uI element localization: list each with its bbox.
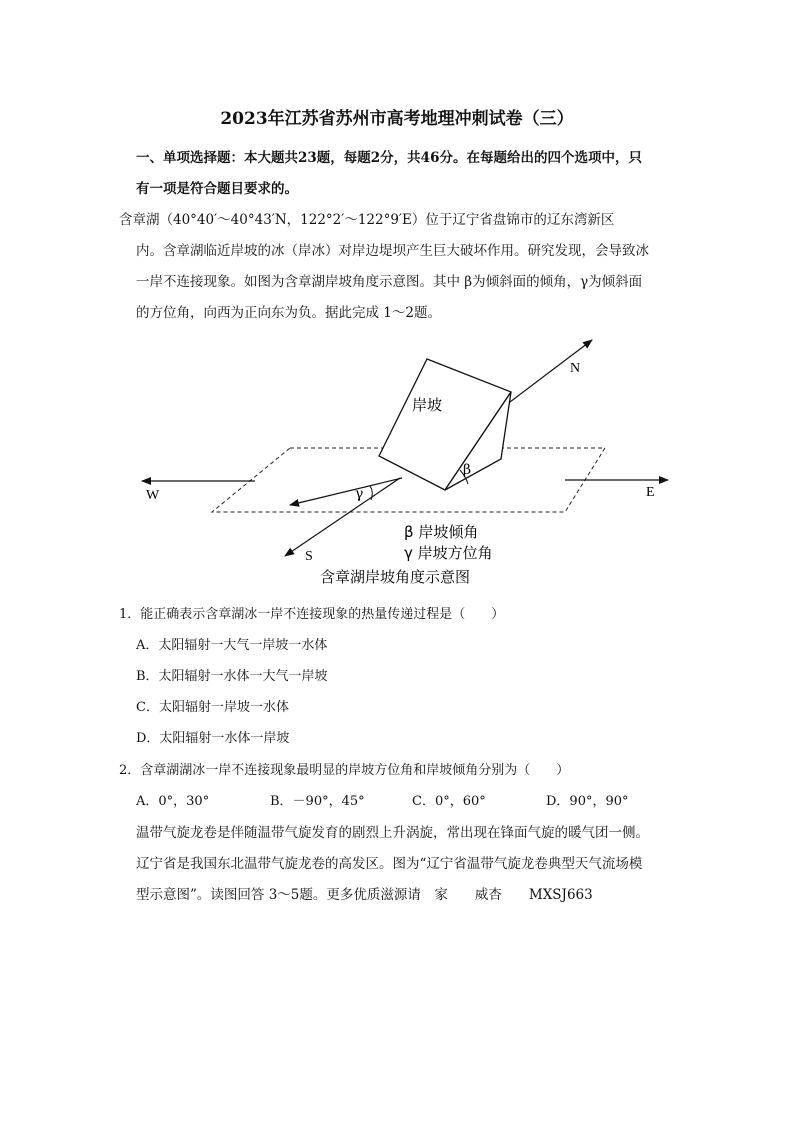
question-2-options	[136, 790, 656, 808]
slope-angle-diagram	[130, 338, 690, 593]
figure-caption: 含章湖岸坡角度示意图	[319, 568, 471, 586]
question-1-option-a: A．太阳辐射一大气一岸坡一水体	[136, 638, 328, 653]
legend-gamma: γ 岸坡方位角	[404, 544, 493, 562]
south-arrow	[285, 478, 400, 556]
question-2-option-c: C．0°，60°	[412, 794, 486, 809]
exam-title: 2023年江苏省苏州市高考地理冲刺试卷（三）	[220, 109, 574, 129]
passage1-line-3: 一岸不连接现象。如图为含章湖岸坡角度示意图。其中 β为倾斜面的倾角，γ为倾斜面	[136, 274, 643, 290]
legend-beta: β 岸坡倾角	[404, 523, 479, 541]
passage1-line-4: 的方位角，向西为正向东为负。据此完成 1～2题。	[136, 305, 441, 321]
question-1-option-c: C．太阳辐射一岸坡一水体	[136, 700, 289, 715]
slope-label: 岸坡	[411, 396, 443, 414]
gamma-symbol: γ	[355, 486, 364, 502]
passage1-line-2: 内。含章湖临近岸坡的冰（岸冰）对岸边堤坝产生巨大破坏作用。研究发现，会导致冰	[136, 243, 649, 259]
north-label: N	[570, 361, 581, 376]
question-1-option-d: D．太阳辐射一水体一岸坡	[136, 731, 290, 746]
question-1-stem: 1．能正确表示含章湖冰一岸不连接现象的热量传递过程是（ ）	[119, 607, 505, 622]
azimuth-reference-line	[290, 478, 402, 505]
passage2-line-3: 型示意图”。读图回答 3～5题。更多优质滋源请 家 威杏 MXSJ663	[136, 887, 593, 903]
west-label: W	[146, 488, 160, 503]
question-2-option-d: D．90°，90°	[546, 794, 629, 809]
question-1-option-b: B．太阳辐射一水体一大气一岸坡	[136, 669, 328, 684]
question-2-option-a: A．0°，30°	[136, 794, 210, 809]
section-instruction-line-2: 有一项是符合题目要求的。	[136, 181, 298, 197]
beta-symbol: β	[463, 462, 472, 478]
section-instruction-line-1: 一、单项选择题：本大题共23题，每题2分，共46分。在每题给出的四个选项中，只	[136, 150, 642, 166]
passage2-line-2: 辽宁省是我国东北温带气旋龙卷的高发区。图为“辽宁省温带气旋龙卷典型天气流场模	[136, 856, 643, 872]
south-label: S	[305, 549, 313, 564]
passage1-line-1: 含章湖（40°40′～40°43′N，122°2′～122°9′E）位于辽宁省盘锦市的辽东湾新区	[119, 212, 615, 228]
east-label: E	[646, 485, 655, 500]
passage2-line-1: 温带气旋龙卷是伴随温带气旋发育的剧烈上升涡旋，常出现在锋面气旋的暖气团一侧。	[136, 825, 649, 841]
question-2-stem: 2．含章湖湖冰一岸不连接现象最明显的岸坡方位角和岸坡倾角分别为（ ）	[119, 763, 570, 778]
question-2-option-b: B．－90°，45°	[270, 794, 365, 809]
